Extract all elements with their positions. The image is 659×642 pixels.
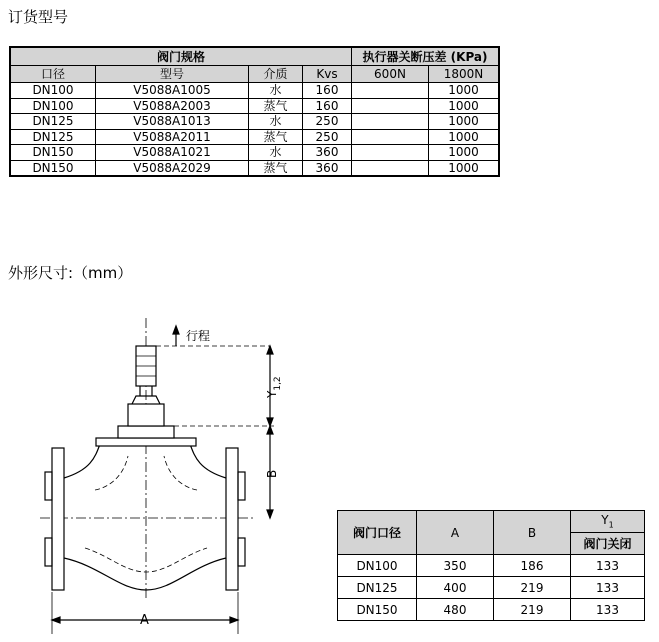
cell-model: V5088A1013 bbox=[96, 114, 249, 130]
valve-inner-left bbox=[95, 456, 128, 490]
cell-dn: DN125 bbox=[10, 129, 96, 145]
cell-model: V5088A2029 bbox=[96, 160, 249, 176]
cell-kvs: 360 bbox=[303, 160, 352, 176]
col-dn-header: 口径 bbox=[10, 66, 96, 83]
left-flange bbox=[52, 448, 64, 590]
cell-medium: 蒸气 bbox=[249, 160, 303, 176]
gland-nut bbox=[128, 404, 164, 426]
valve-body-bottom bbox=[64, 558, 226, 590]
cell-dn: DN125 bbox=[10, 114, 96, 130]
left-flange-bolt-bottom bbox=[45, 538, 52, 566]
cell-model: V5088A1021 bbox=[96, 145, 249, 161]
y-label-main: Y bbox=[265, 390, 279, 398]
y-arrow-top-icon bbox=[267, 346, 273, 354]
col-kvs-header: Kvs bbox=[303, 66, 352, 83]
dim-header-row bbox=[338, 511, 645, 533]
cell-600n bbox=[352, 129, 429, 145]
cell-dn: DN150 bbox=[10, 145, 96, 161]
dimension-table bbox=[337, 510, 645, 621]
cell-kvs: 250 bbox=[303, 129, 352, 145]
cell-model: V5088A2011 bbox=[96, 129, 249, 145]
b-label: B bbox=[265, 469, 279, 478]
cell-a: 400 bbox=[417, 577, 494, 599]
cell-1800n: 1000 bbox=[429, 83, 500, 99]
col-1800n-header: 1800N bbox=[429, 66, 500, 83]
table-row bbox=[10, 98, 499, 114]
col-y-sub: 1 bbox=[608, 520, 614, 530]
table-row bbox=[10, 83, 499, 99]
a-label: A bbox=[140, 613, 149, 628]
col-y-header bbox=[571, 511, 645, 533]
cell-medium: 水 bbox=[249, 83, 303, 99]
stroke-arrow-icon bbox=[173, 326, 179, 334]
bonnet-flange bbox=[96, 438, 196, 446]
b-arrow-bottom-icon bbox=[267, 510, 273, 518]
cell-dn: DN150 bbox=[10, 160, 96, 176]
col-y-desc-header: 阀门关闭 bbox=[571, 533, 645, 555]
cell-a: 480 bbox=[417, 599, 494, 621]
col-y-main: Y bbox=[601, 513, 609, 528]
col-600n-header: 600N bbox=[352, 66, 429, 83]
valve-dimension-drawing bbox=[0, 300, 300, 642]
cell-1800n: 1000 bbox=[429, 129, 500, 145]
order-section-title: 订货型号 bbox=[8, 8, 69, 26]
table-row bbox=[10, 160, 499, 176]
cell-dn: DN150 bbox=[338, 599, 417, 621]
cell-1800n: 1000 bbox=[429, 98, 500, 114]
cell-600n bbox=[352, 114, 429, 130]
order-table-column-header bbox=[10, 66, 499, 83]
cell-medium: 蒸气 bbox=[249, 129, 303, 145]
a-arrow-right-icon bbox=[230, 617, 238, 623]
y-label bbox=[265, 376, 283, 399]
cell-y: 133 bbox=[571, 577, 645, 599]
cell-dn: DN100 bbox=[10, 83, 96, 99]
cell-medium: 水 bbox=[249, 145, 303, 161]
table-row bbox=[10, 145, 499, 161]
cell-1800n: 1000 bbox=[429, 160, 500, 176]
table-row bbox=[338, 577, 645, 599]
cell-b: 219 bbox=[494, 577, 571, 599]
cell-model: V5088A1005 bbox=[96, 83, 249, 99]
col-model-header: 型号 bbox=[96, 66, 249, 83]
spec-group-header: 阀门规格 bbox=[10, 47, 352, 66]
cell-600n bbox=[352, 98, 429, 114]
cell-dn: DN100 bbox=[10, 98, 96, 114]
a-arrow-left-icon bbox=[52, 617, 60, 623]
cell-b: 219 bbox=[494, 599, 571, 621]
left-flange-bolt-top bbox=[45, 472, 52, 500]
table-row bbox=[338, 555, 645, 577]
cell-medium: 水 bbox=[249, 114, 303, 130]
cell-y: 133 bbox=[571, 599, 645, 621]
valve-body-top bbox=[64, 444, 226, 478]
cell-y: 133 bbox=[571, 555, 645, 577]
cell-a: 350 bbox=[417, 555, 494, 577]
col-a-header: A bbox=[417, 511, 494, 555]
col-medium-header: 介质 bbox=[249, 66, 303, 83]
cell-medium: 蒸气 bbox=[249, 98, 303, 114]
dimensions-section-title: 外形尺寸:（mm） bbox=[8, 264, 133, 282]
cell-model: V5088A2003 bbox=[96, 98, 249, 114]
cell-kvs: 160 bbox=[303, 83, 352, 99]
cell-kvs: 250 bbox=[303, 114, 352, 130]
cell-dn: DN100 bbox=[338, 555, 417, 577]
valve-inner-right bbox=[164, 456, 197, 490]
cell-dn: DN125 bbox=[338, 577, 417, 599]
cell-600n bbox=[352, 145, 429, 161]
right-flange-bolt-bottom bbox=[238, 538, 245, 566]
bonnet bbox=[118, 426, 174, 438]
cell-1800n: 1000 bbox=[429, 145, 500, 161]
stroke-label: 行程 bbox=[186, 329, 211, 343]
y-label-sub: 1,2 bbox=[273, 376, 283, 391]
cell-600n bbox=[352, 160, 429, 176]
col-b-header: B bbox=[494, 511, 571, 555]
col-dn-header: 阀门口径 bbox=[338, 511, 417, 555]
actuator-group-header: 执行器关断压差 (KPa) bbox=[352, 47, 500, 66]
order-table-group-header bbox=[10, 47, 499, 66]
cell-kvs: 160 bbox=[303, 98, 352, 114]
table-row bbox=[10, 114, 499, 130]
right-flange bbox=[226, 448, 238, 590]
cell-b: 186 bbox=[494, 555, 571, 577]
cell-600n bbox=[352, 83, 429, 99]
cell-kvs: 360 bbox=[303, 145, 352, 161]
b-arrow-top-icon bbox=[267, 426, 273, 434]
table-row bbox=[10, 129, 499, 145]
table-row bbox=[338, 599, 645, 621]
cell-1800n: 1000 bbox=[429, 114, 500, 130]
right-flange-bolt-top bbox=[238, 472, 245, 500]
order-table bbox=[9, 46, 500, 177]
